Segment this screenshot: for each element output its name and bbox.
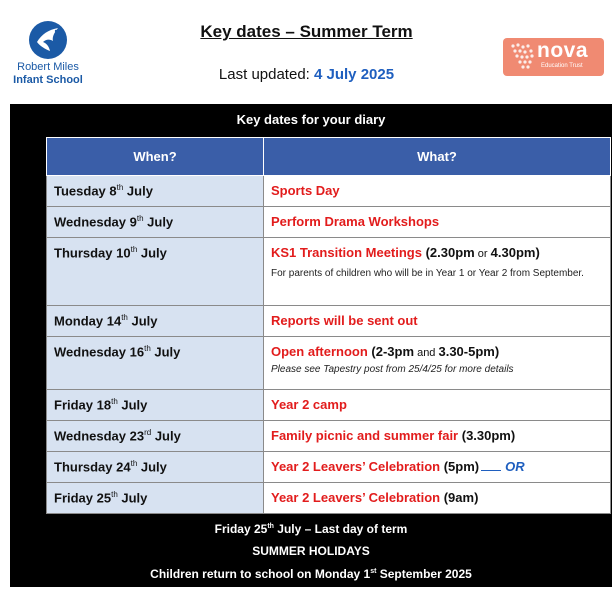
event-title: Year 2 Leavers’ Celebration (271, 490, 441, 505)
event-cell (264, 337, 611, 390)
event-cell (264, 390, 611, 421)
event-note: Please see Tapestry post from 25/4/25 for more details (271, 364, 514, 375)
table-row (47, 421, 611, 452)
diary-heading: Key dates for your diary (236, 112, 386, 127)
event-cell (264, 238, 611, 306)
event-cell (264, 306, 611, 337)
date-cell: Tuesday 8th July (47, 176, 264, 207)
last-day-line: Friday 25th July – Last day of term (214, 522, 408, 536)
event-title: Year 2 Leavers’ Celebration (271, 459, 441, 474)
column-header-what: What? (264, 138, 611, 176)
event-cell (264, 452, 611, 483)
event-cell (264, 483, 611, 514)
table-row (47, 207, 611, 238)
event-title: Year 2 camp (271, 397, 347, 412)
nova-map-icon (505, 38, 539, 76)
event-time: (5pm) (440, 459, 480, 474)
event-title: Reports will be sent out (271, 313, 418, 328)
event-time: (3.30pm) (458, 428, 516, 443)
nova-trust-logo (503, 38, 604, 76)
table-row (47, 176, 611, 207)
table-row (47, 337, 611, 390)
date-cell: Wednesday 9th July (47, 207, 264, 238)
table-row (47, 306, 611, 337)
event-title: Sports Day (271, 183, 340, 198)
event-time: (2.30pm or 4.30pm) (421, 245, 540, 260)
event-note: For parents of children who will be in Year 1 or Year 2 from September. (271, 268, 584, 279)
date-cell: Monday 14th July (47, 306, 264, 337)
event-title: KS1 Transition Meetings (271, 245, 422, 260)
event-cell (264, 421, 611, 452)
nova-subtitle: Education Trust (541, 63, 583, 69)
table-row (47, 390, 611, 421)
date-cell: Friday 25th July (47, 483, 264, 514)
or-label: OR (505, 459, 525, 474)
key-dates-panel (10, 104, 612, 587)
column-header-when: When? (47, 138, 264, 176)
last-updated-date: 4 July 2025 (314, 66, 395, 83)
event-title: Perform Drama Workshops (271, 214, 440, 229)
table-row (47, 483, 611, 514)
table-header-row (47, 138, 611, 176)
last-updated-label: Last updated: (218, 66, 314, 83)
event-cell (264, 207, 611, 238)
underline-gap (481, 460, 501, 471)
table-row (47, 452, 611, 483)
page-title: Key dates – Summer Term (200, 22, 413, 41)
event-title: Family picnic and summer fair (271, 428, 459, 443)
event-time: (9am) (440, 490, 479, 505)
date-cell: Wednesday 16th July (47, 337, 264, 390)
key-dates-table (46, 137, 611, 514)
event-time: (2-3pm and 3.30-5pm) (367, 344, 500, 359)
school-name-line2: Infant School (13, 74, 83, 86)
event-title: Open afternoon (271, 344, 368, 359)
date-cell: Thursday 24th July (47, 452, 264, 483)
date-cell: Thursday 10th July (47, 238, 264, 306)
event-cell (264, 176, 611, 207)
date-cell: Wednesday 23rd July (47, 421, 264, 452)
date-cell: Friday 18th July (47, 390, 264, 421)
return-date-line: Children return to school on Monday 1st September 2025 (150, 567, 472, 581)
nova-name: nova (537, 39, 589, 62)
table-row (47, 238, 611, 306)
school-name-line1: Robert Miles (17, 61, 79, 73)
summer-holidays-line: SUMMER HOLIDAYS (252, 544, 370, 558)
